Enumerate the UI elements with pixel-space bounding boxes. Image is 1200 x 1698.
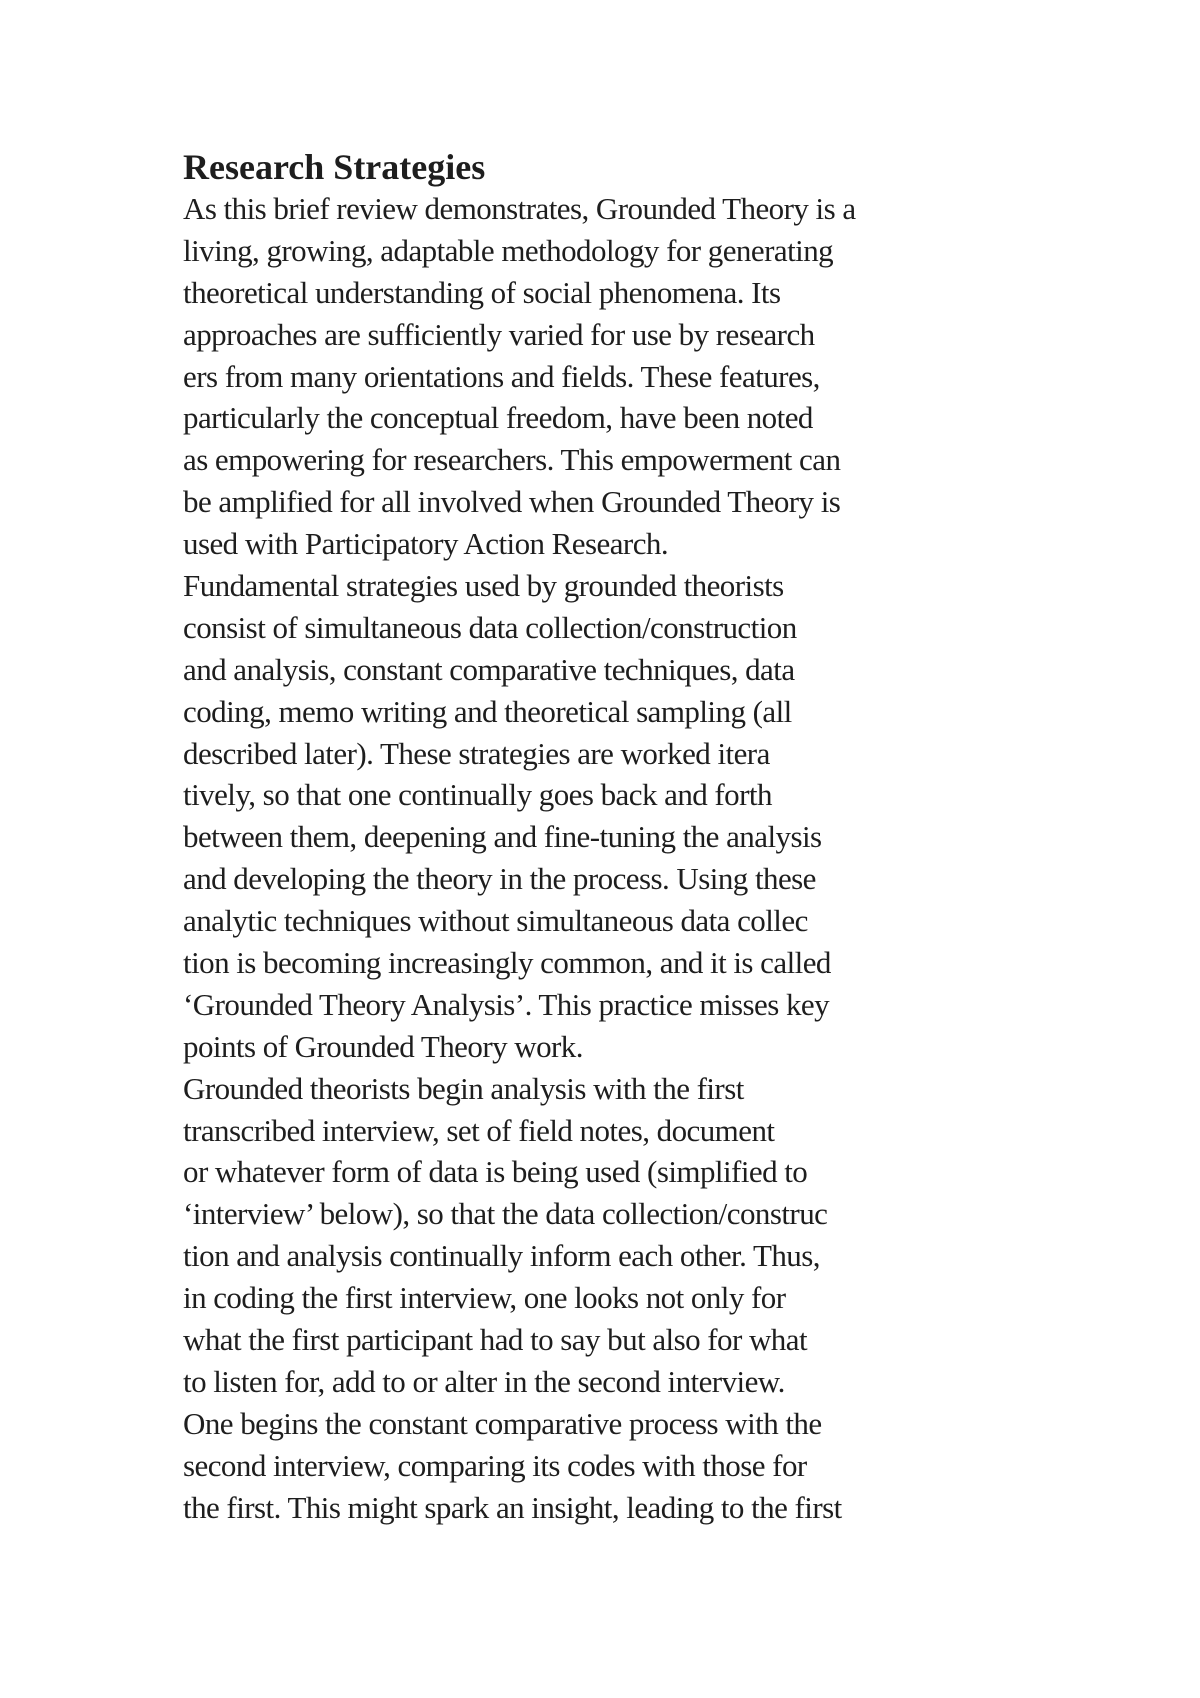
text-line: theoretical understanding of social phenomena. Its <box>183 274 781 310</box>
text-line: ‘Grounded Theory Analysis’. This practice misses key <box>183 986 830 1022</box>
text-line: the first. This might spark an insight, leading to the first <box>183 1489 842 1525</box>
text-line: transcribed interview, set of field notes, document <box>183 1112 775 1148</box>
text-line: what the first participant had to say but also for what <box>183 1322 808 1358</box>
text-line: points of Grounded Theory work. <box>183 1028 583 1064</box>
text-line: tively, so that one continually goes back and forth <box>183 777 772 813</box>
text-line: consist of simultaneous data collection/construction <box>183 609 797 645</box>
text-line: in coding the first interview, one looks not only for <box>183 1280 786 1316</box>
text-line: tion and analysis continually inform each other. Thus, <box>183 1238 820 1274</box>
text-line: and developing the theory in the process. Using these <box>183 861 816 897</box>
text-line: living, growing, adaptable methodology for generating <box>183 232 834 268</box>
text-line: described later). These strategies are worked itera <box>183 735 770 771</box>
text-line: One begins the constant comparative process with the <box>183 1405 822 1441</box>
text-line: and analysis, constant comparative techniques, data <box>183 651 795 687</box>
text-line: approaches are sufficiently varied for use by research <box>183 316 815 352</box>
text-line: to listen for, add to or alter in the second interview. <box>183 1363 785 1399</box>
text-line: be amplified for all involved when Grounded Theory is <box>183 484 841 520</box>
body-text-block <box>183 146 1063 1529</box>
text-line: used with Participatory Action Research. <box>183 526 669 562</box>
text-line: as empowering for researchers. This empowerment can <box>183 442 841 478</box>
text-line: Fundamental strategies used by grounded theorists <box>183 568 784 604</box>
text-line: or whatever form of data is being used (simplified to <box>183 1154 808 1190</box>
text-line: particularly the conceptual freedom, have been noted <box>183 400 813 436</box>
text-line: ‘interview’ below), so that the data collection/construc <box>183 1196 828 1232</box>
text-line: ers from many orientations and fields. These features, <box>183 358 820 394</box>
text-line: coding, memo writing and theoretical sampling (all <box>183 693 792 729</box>
text-line: As this brief review demonstrates, Grounded Theory is a <box>183 191 856 226</box>
section-heading: Research Strategies <box>183 147 486 187</box>
text-line: analytic techniques without simultaneous data collec <box>183 903 808 939</box>
text-line: between them, deepening and fine-tuning the analysis <box>183 819 822 855</box>
text-line: second interview, comparing its codes with those for <box>183 1447 807 1483</box>
text-line: tion is becoming increasingly common, and it is called <box>183 945 831 981</box>
text-line: Grounded theorists begin analysis with the first <box>183 1070 744 1106</box>
